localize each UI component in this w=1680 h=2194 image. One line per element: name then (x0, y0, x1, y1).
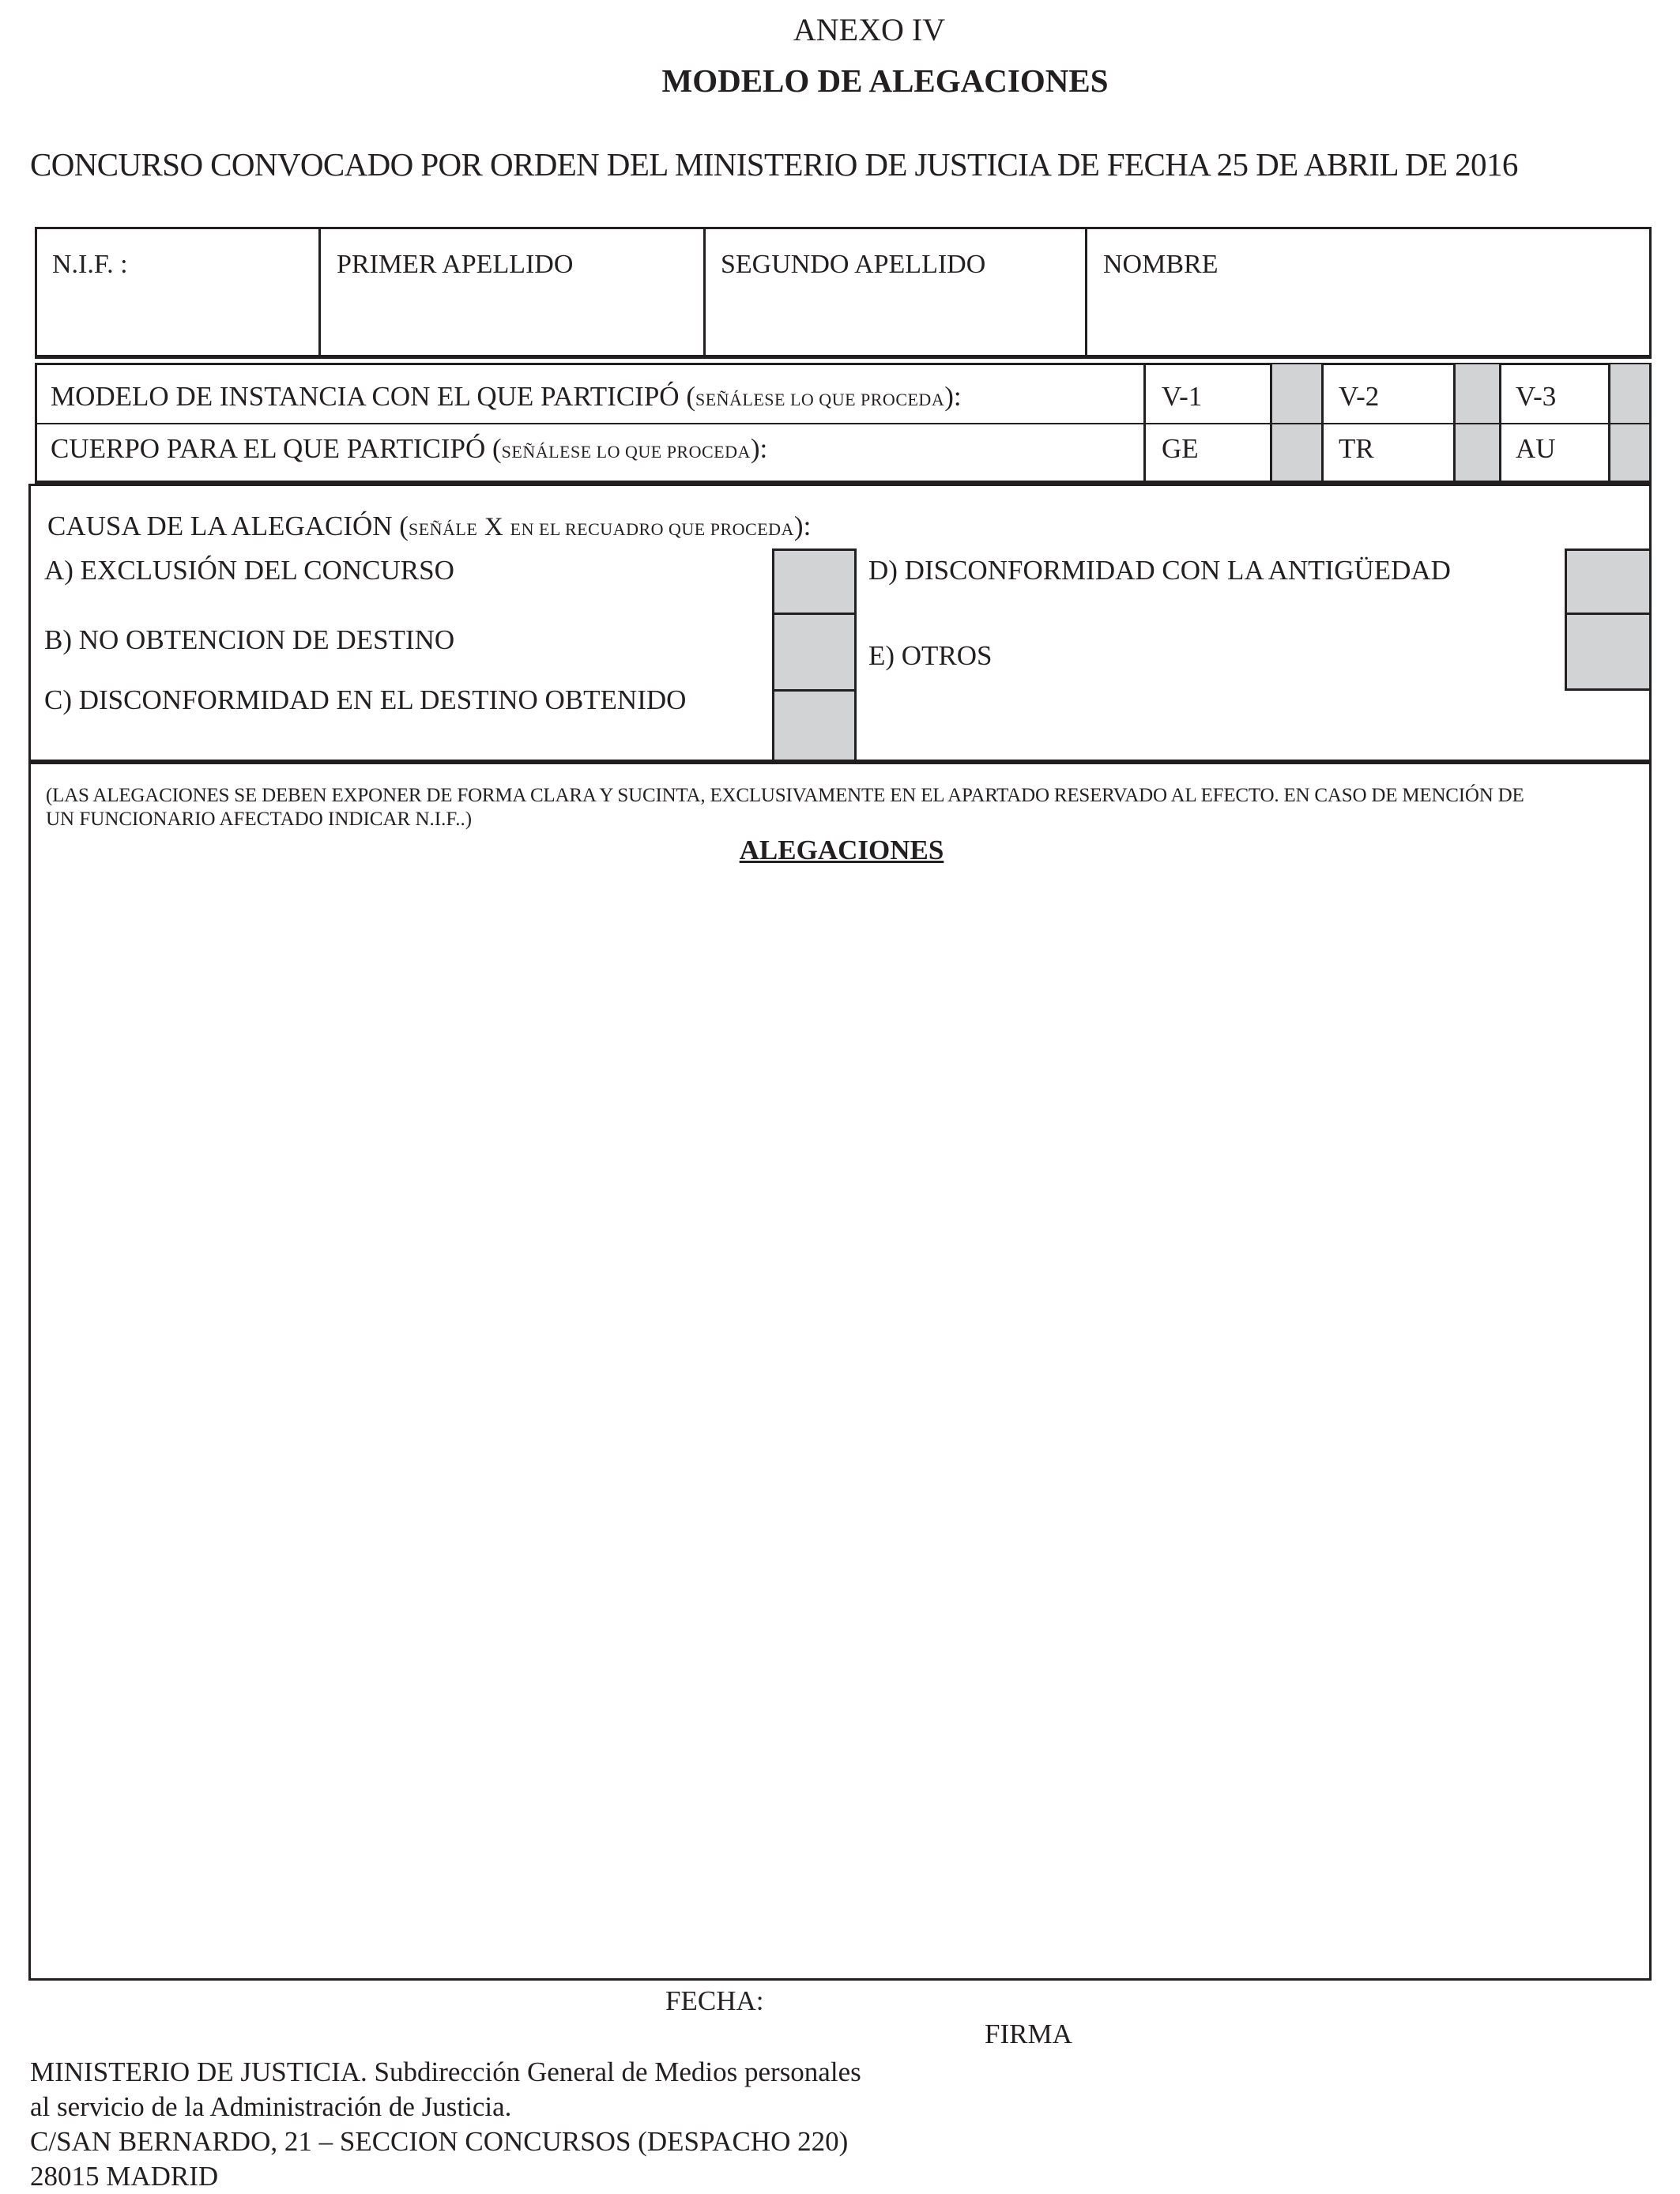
address-line-4: 28015 MADRID (30, 2161, 219, 2192)
cause-option-e: E) OTROS (868, 640, 993, 671)
body-option-au: AU (1516, 433, 1556, 464)
nif-input[interactable] (47, 292, 311, 341)
cause-hint-a: SEÑÁLE (408, 519, 478, 539)
second-surname-label: SEGUNDO APELLIDO (721, 250, 986, 279)
identity-divider (703, 227, 706, 358)
body-hint: SEÑÁLESE LO QUE PROCEDA (501, 442, 751, 462)
cause-label (47, 512, 811, 541)
participation-row-divider (35, 423, 1652, 424)
cause-option-a: A) EXCLUSIÓN DEL CONCURSO (44, 555, 454, 586)
body-tr-checkbox[interactable] (1456, 424, 1499, 481)
allegations-instructions-line2: UN FUNCIONARIO AFECTADO INDICAR N.I.F..) (46, 809, 473, 830)
date-label: FECHA: (665, 1985, 764, 2016)
signature-area[interactable] (980, 2055, 1454, 2181)
cause-option-b: B) NO OBTENCION DE DESTINO (44, 624, 455, 655)
first-surname-input[interactable] (332, 292, 695, 341)
nif-label: N.I.F. : (52, 250, 128, 279)
body-ge-checkbox[interactable] (1272, 424, 1321, 481)
signature-label: FIRMA (985, 2019, 1072, 2049)
form-title: MODELO DE ALEGACIONES (661, 62, 1109, 99)
body-option-ge: GE (1162, 433, 1199, 464)
cause-option-d: D) DISCONFORMIDAD CON LA ANTIGÜEDAD (868, 555, 1451, 586)
cause-e-checkbox[interactable] (1565, 613, 1652, 691)
name-label: NOMBRE (1103, 250, 1219, 279)
allegations-instructions-line1: (LAS ALEGACIONES SE DEBEN EXPONER DE FORMA CLARA Y SUCINTA, EXCLUSIVAMENTE EN EL APARTADO RESERVADO AL EFECTO. EN CASO DE MENCIÓN DE (46, 785, 1524, 806)
cause-hint-x: X (484, 513, 503, 541)
participation-divider (1499, 363, 1501, 484)
model-option-v1: V-1 (1162, 381, 1203, 412)
cause-c-checkbox[interactable] (772, 689, 857, 762)
body-label (51, 435, 767, 462)
model-hint: SEÑÁLESE LO QUE PROCEDA (695, 390, 945, 409)
identity-divider (318, 227, 321, 358)
model-label (51, 383, 962, 410)
allegations-heading: ALEGACIONES (739, 835, 944, 865)
model-v1-checkbox[interactable] (1272, 364, 1321, 423)
identity-divider (1085, 227, 1087, 358)
allegations-textarea[interactable] (44, 877, 1639, 1971)
cause-label-close: ): (793, 511, 812, 541)
model-option-v2: V-2 (1339, 381, 1380, 412)
identity-bottom-rule (35, 355, 1652, 359)
model-label-close: ): (944, 381, 962, 412)
participation-divider (1321, 363, 1324, 484)
model-v2-checkbox[interactable] (1456, 364, 1499, 423)
date-input[interactable] (778, 1981, 1019, 2022)
model-v3-checkbox[interactable] (1610, 364, 1649, 423)
body-label-close: ): (750, 433, 768, 464)
first-surname-label: PRIMER APELLIDO (337, 250, 574, 279)
annex-label: ANEXO IV (793, 12, 946, 47)
body-option-tr: TR (1339, 433, 1374, 464)
name-input[interactable] (1098, 292, 1639, 341)
cause-d-checkbox[interactable] (1565, 548, 1652, 615)
participation-divider (1143, 363, 1146, 484)
cause-b-checkbox[interactable] (772, 613, 857, 692)
cause-label-text: CAUSA DE LA ALEGACIÓN ( (47, 511, 409, 541)
address-line-2: al servicio de la Administración de Justicia. (30, 2091, 512, 2122)
model-label-text: MODELO DE INSTANCIA CON EL QUE PARTICIPÓ ( (51, 381, 695, 412)
body-label-text: CUERPO PARA EL QUE PARTICIPÓ ( (51, 433, 502, 464)
cause-a-checkbox[interactable] (772, 548, 857, 615)
address-line-1: MINISTERIO DE JUSTICIA. Subdirección General de Medios personales (30, 2056, 861, 2087)
contest-subtitle: CONCURSO CONVOCADO POR ORDEN DEL MINISTERIO DE JUSTICIA DE FECHA 25 DE ABRIL DE 2016 (30, 146, 1518, 183)
cause-option-c: C) DISCONFORMIDAD EN EL DESTINO OBTENIDO (44, 684, 687, 715)
second-surname-input[interactable] (716, 292, 1079, 341)
model-option-v3: V-3 (1516, 381, 1557, 412)
address-line-3: C/SAN BERNARDO, 21 – SECCION CONCURSOS (DESPACHO 220) (30, 2126, 849, 2157)
body-au-checkbox[interactable] (1610, 424, 1649, 481)
cause-hint-b: EN EL RECUADRO QUE PROCEDA (510, 519, 794, 539)
